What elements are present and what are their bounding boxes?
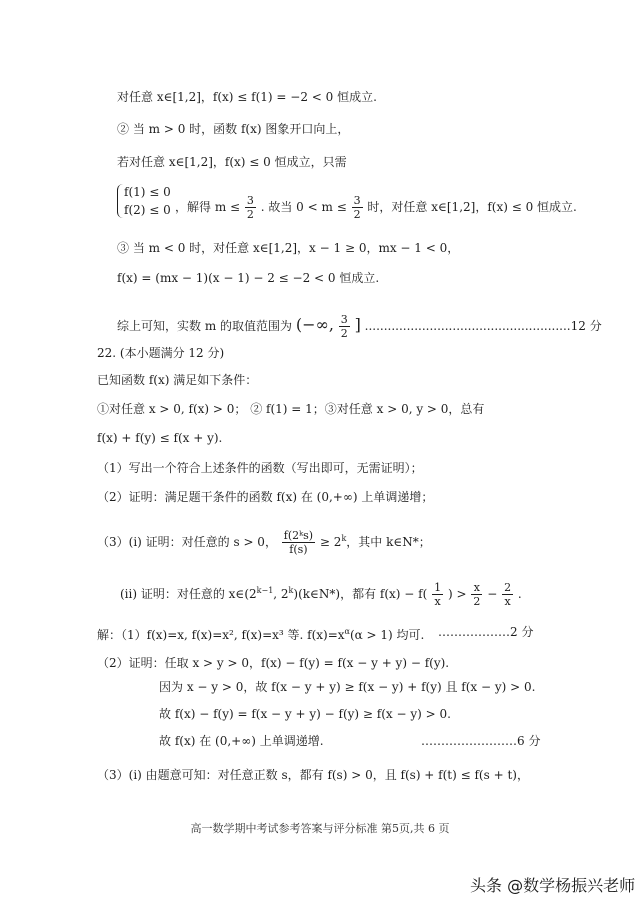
text-seg: . 故当 0 < m ≤ [260,200,347,214]
text-line: （3）(i) 由题意可知：对任意正数 s，都有 f(s) > 0，且 f(s) + f(t) ≤ f(s + t)， [97,768,529,782]
fraction-num: 3 [246,194,254,207]
fraction [502,581,513,608]
text-seg: ......................................................12 分 [364,319,602,333]
text-seg: . [517,587,522,601]
text-line [120,581,522,608]
system-eq-1: f(1) ≤ 0 [124,185,171,199]
fraction [282,529,315,556]
score-mark: ………………2 分 [438,625,534,639]
text-seg: 时，对任意 x∈[1,2]，f(x) ≤ 0 恒成立. [367,200,577,214]
text-seg: (−∞, [295,315,334,334]
score-mark: ……………………6 分 [421,734,541,748]
fraction [432,581,443,608]
text-seg: ，解得 m ≤ [175,200,241,214]
text-line [97,529,431,556]
text-line: 因为 x − y > 0，故 f(x − y + y) ≥ f(x − y) + f(y) 且 f(x − y) > 0. [159,680,536,694]
text-seg: (α > 1) 均可. [349,628,425,642]
fraction-den: 2 [473,595,481,608]
text-line: （2）证明：任取 x > y > 0，f(x) − f(y) = f(x − y + y) − f(y). [97,656,450,670]
text-seg: ) > [447,587,467,601]
fraction-den: 2 [353,208,361,221]
fraction-den: x [504,595,511,608]
fraction [352,194,363,221]
fraction-den: x [434,595,441,608]
text-line [97,624,424,643]
fraction-num: x [471,581,482,595]
text-seg: k [288,586,294,595]
fraction-den: f(s) [289,543,308,556]
text-seg: (ii) 证明：对任意的 x∈(2 [120,587,257,601]
text-line: ①对任意 x > 0, f(x) > 0； ② f(1) = 1；③对任意 x > 0, y > 0，总有 [97,402,485,416]
text-seg: （3）(i) 证明：对任意的 s > 0， [97,535,277,549]
text-seg: , 2 [273,587,289,601]
system-eq-2: f(2) ≤ 0 [124,203,171,217]
fraction [339,313,350,340]
text-seg: ] [354,315,361,334]
text-line: 故 f(x) 在 (0,+∞) 上单调递增. [159,734,324,748]
fraction-num: f(2ᵏs) [283,529,314,542]
text-seg: 综上可知，实数 m 的取值范围为 [117,319,293,333]
text-line [175,194,577,221]
text-seg: k [341,534,347,543]
fraction-num: 3 [340,313,348,326]
fraction [471,581,482,608]
fraction-num: 3 [353,194,361,207]
fraction-den: 2 [340,327,348,340]
text-seg: ，其中 k∈N*； [346,535,431,549]
system-brace [117,184,124,218]
text-seg: k−1 [256,586,274,595]
text-seg: 解：（1）f(x)=x, f(x)=x², f(x)=x³ 等. f(x)=x [97,628,345,642]
question-heading: 22. (本小题满分 12 分) [97,346,225,360]
text-seg: )(k∈N*)，都有 f(x) − f( [293,587,428,601]
text-line: 若对任意 x∈[1,2]，f(x) ≤ 0 恒成立，只需 [117,155,347,169]
watermark: 头条 @数学杨振兴老师 [470,876,636,895]
page-footer: 高一数学期中考试参考答案与评分标准 第5页,共 6 页 [190,822,450,835]
text-line: （1）写出一个符合上述条件的函数（写出即可，无需证明）； [97,461,423,475]
fraction-num: 1 [434,581,442,594]
fraction-den: 2 [246,208,254,221]
text-line: 故 f(x) − f(y) = f(x − y + y) − f(y) ≥ f(x − y) > 0. [159,707,451,721]
text-line: f(x) = (mx − 1)(x − 1) − 2 ≤ −2 < 0 恒成立. [117,271,380,285]
fraction-num: 2 [504,581,512,594]
text-line: ② 当 m > 0 时，函数 f(x) 图象开口向上， [117,122,350,136]
text-seg: α [344,627,350,636]
text-line: 已知函数 f(x) 满足如下条件： [97,373,258,387]
text-line: 对任意 x∈[1,2]，f(x) ≤ f(1) = −2 < 0 恒成立. [117,90,377,104]
text-line: （2）证明：满足题干条件的函数 f(x) 在 (0,+∞) 上单调递增； [97,490,434,504]
text-seg: ≥ 2 [319,535,342,549]
fraction [245,194,256,221]
text-line: f(x) + f(y) ≤ f(x + y). [97,431,223,445]
text-seg: − [487,587,498,601]
text-line: ③ 当 m < 0 时，对任意 x∈[1,2]，x − 1 ≥ 0，mx − 1 < 0， [117,241,460,255]
text-line [117,313,602,340]
